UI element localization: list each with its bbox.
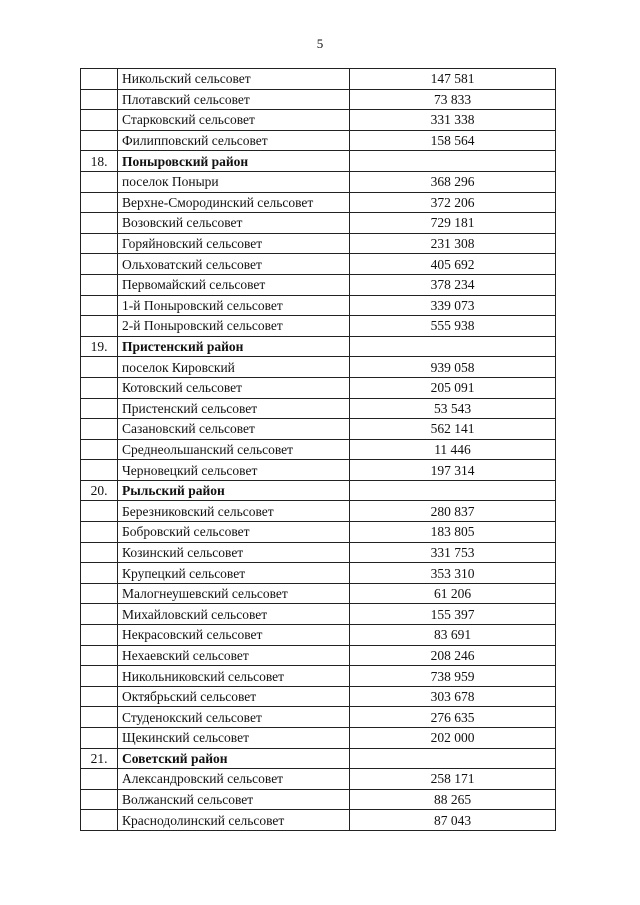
municipality-name-cell: Октябрьский сельсовет <box>118 686 350 707</box>
table-row <box>81 460 556 481</box>
table-row <box>81 542 556 563</box>
table-row <box>81 769 556 790</box>
table-row <box>81 89 556 110</box>
amount-cell: 405 692 <box>350 254 556 275</box>
row-number-cell <box>81 213 118 234</box>
page-number: 5 <box>316 36 324 51</box>
row-number-cell <box>81 522 118 543</box>
table-row <box>81 419 556 440</box>
table-row <box>81 563 556 584</box>
row-number-cell <box>81 789 118 810</box>
table-row <box>81 810 556 831</box>
amount-cell: 276 635 <box>350 707 556 728</box>
row-number-cell <box>81 110 118 131</box>
row-number-cell <box>81 419 118 440</box>
municipality-name-cell: Горяйновский сельсовет <box>118 233 350 254</box>
district-name-cell: Пристенский район <box>118 336 350 357</box>
table-row <box>81 274 556 295</box>
row-number-cell <box>81 810 118 831</box>
row-number-cell <box>81 439 118 460</box>
table-row <box>81 707 556 728</box>
amount-cell: 368 296 <box>350 171 556 192</box>
municipality-name-cell: Верхне-Смородинский сельсовет <box>118 192 350 213</box>
row-number-cell <box>81 686 118 707</box>
table-row <box>81 192 556 213</box>
amount-cell: 378 234 <box>350 274 556 295</box>
amount-cell: 353 310 <box>350 563 556 584</box>
row-number-cell <box>81 398 118 419</box>
district-header-row <box>81 480 556 501</box>
district-header-row <box>81 151 556 172</box>
amount-cell: 53 543 <box>350 398 556 419</box>
amount-cell: 372 206 <box>350 192 556 213</box>
municipality-name-cell: Первомайский сельсовет <box>118 274 350 295</box>
row-number-cell: 19. <box>81 336 118 357</box>
amount-cell: 155 397 <box>350 604 556 625</box>
municipality-name-cell: Волжанский сельсовет <box>118 789 350 810</box>
municipality-name-cell: Котовский сельсовет <box>118 377 350 398</box>
municipality-name-cell: 1-й Поныровский сельсовет <box>118 295 350 316</box>
table-row <box>81 377 556 398</box>
municipality-name-cell: Козинский сельсовет <box>118 542 350 563</box>
amount-cell <box>350 748 556 769</box>
municipality-name-cell: Некрасовский сельсовет <box>118 625 350 646</box>
row-number-cell <box>81 69 118 90</box>
district-name-cell: Поныровский район <box>118 151 350 172</box>
row-number-cell <box>81 130 118 151</box>
table-row <box>81 130 556 151</box>
amount-cell: 183 805 <box>350 522 556 543</box>
amount-cell: 11 446 <box>350 439 556 460</box>
amount-cell: 258 171 <box>350 769 556 790</box>
municipality-name-cell: Краснодолинский сельсовет <box>118 810 350 831</box>
row-number-cell <box>81 728 118 749</box>
row-number-cell <box>81 171 118 192</box>
municipality-name-cell: Сазановский сельсовет <box>118 419 350 440</box>
table-row <box>81 645 556 666</box>
table-row <box>81 171 556 192</box>
municipality-name-cell: Березниковский сельсовет <box>118 501 350 522</box>
municipality-name-cell: Нехаевский сельсовет <box>118 645 350 666</box>
amount-cell <box>350 480 556 501</box>
table-row <box>81 316 556 337</box>
row-number-cell: 20. <box>81 480 118 501</box>
table-row <box>81 439 556 460</box>
row-number-cell <box>81 501 118 522</box>
municipality-name-cell: Студенокский сельсовет <box>118 707 350 728</box>
amount-cell <box>350 336 556 357</box>
table-row <box>81 686 556 707</box>
row-number-cell <box>81 192 118 213</box>
municipality-name-cell: Никольский сельсовет <box>118 69 350 90</box>
table-row <box>81 625 556 646</box>
municipality-name-cell: Михайловский сельсовет <box>118 604 350 625</box>
amount-cell: 231 308 <box>350 233 556 254</box>
amount-cell: 303 678 <box>350 686 556 707</box>
municipality-name-cell: Возовский сельсовет <box>118 213 350 234</box>
district-name-cell: Советский район <box>118 748 350 769</box>
amount-cell: 83 691 <box>350 625 556 646</box>
amount-cell: 87 043 <box>350 810 556 831</box>
table-row <box>81 69 556 90</box>
table-row <box>81 522 556 543</box>
row-number-cell <box>81 707 118 728</box>
row-number-cell <box>81 274 118 295</box>
district-header-row <box>81 336 556 357</box>
amount-cell: 331 338 <box>350 110 556 131</box>
table-row <box>81 501 556 522</box>
table-row <box>81 295 556 316</box>
amount-cell: 939 058 <box>350 357 556 378</box>
row-number-cell <box>81 295 118 316</box>
table-row <box>81 357 556 378</box>
row-number-cell <box>81 460 118 481</box>
municipality-name-cell: Плотавский сельсовет <box>118 89 350 110</box>
municipality-name-cell: Филипповский сельсовет <box>118 130 350 151</box>
budget-table <box>80 68 556 831</box>
district-header-row <box>81 748 556 769</box>
municipality-name-cell: поселок Поныри <box>118 171 350 192</box>
amount-cell: 729 181 <box>350 213 556 234</box>
table-row <box>81 233 556 254</box>
amount-cell: 331 753 <box>350 542 556 563</box>
row-number-cell <box>81 625 118 646</box>
amount-cell <box>350 151 556 172</box>
table-row <box>81 254 556 275</box>
amount-cell: 280 837 <box>350 501 556 522</box>
row-number-cell: 18. <box>81 151 118 172</box>
row-number-cell <box>81 604 118 625</box>
amount-cell: 88 265 <box>350 789 556 810</box>
table-row <box>81 789 556 810</box>
table-row <box>81 583 556 604</box>
district-name-cell: Рыльский район <box>118 480 350 501</box>
row-number-cell: 21. <box>81 748 118 769</box>
municipality-name-cell: 2-й Поныровский сельсовет <box>118 316 350 337</box>
amount-cell: 197 314 <box>350 460 556 481</box>
amount-cell: 147 581 <box>350 69 556 90</box>
row-number-cell <box>81 769 118 790</box>
table-body <box>81 69 556 831</box>
row-number-cell <box>81 645 118 666</box>
municipality-name-cell: Щекинский сельсовет <box>118 728 350 749</box>
row-number-cell <box>81 583 118 604</box>
row-number-cell <box>81 357 118 378</box>
row-number-cell <box>81 254 118 275</box>
amount-cell: 555 938 <box>350 316 556 337</box>
amount-cell: 208 246 <box>350 645 556 666</box>
row-number-cell <box>81 233 118 254</box>
amount-cell: 339 073 <box>350 295 556 316</box>
amount-cell: 158 564 <box>350 130 556 151</box>
row-number-cell <box>81 89 118 110</box>
municipality-name-cell: Черновецкий сельсовет <box>118 460 350 481</box>
amount-cell: 205 091 <box>350 377 556 398</box>
municipality-name-cell: Малогнеушевский сельсовет <box>118 583 350 604</box>
municipality-name-cell: Старковский сельсовет <box>118 110 350 131</box>
table-row <box>81 110 556 131</box>
municipality-name-cell: Среднеольшанский сельсовет <box>118 439 350 460</box>
row-number-cell <box>81 563 118 584</box>
table-row <box>81 728 556 749</box>
table-row <box>81 666 556 687</box>
amount-cell: 202 000 <box>350 728 556 749</box>
table-row <box>81 213 556 234</box>
table-row <box>81 604 556 625</box>
amount-cell: 73 833 <box>350 89 556 110</box>
municipality-name-cell: поселок Кировский <box>118 357 350 378</box>
municipality-name-cell: Пристенский сельсовет <box>118 398 350 419</box>
row-number-cell <box>81 542 118 563</box>
table-row <box>81 398 556 419</box>
amount-cell: 562 141 <box>350 419 556 440</box>
row-number-cell <box>81 316 118 337</box>
municipality-name-cell: Александровский сельсовет <box>118 769 350 790</box>
row-number-cell <box>81 666 118 687</box>
row-number-cell <box>81 377 118 398</box>
municipality-name-cell: Никольниковский сельсовет <box>118 666 350 687</box>
municipality-name-cell: Ольховатский сельсовет <box>118 254 350 275</box>
municipality-name-cell: Крупецкий сельсовет <box>118 563 350 584</box>
amount-cell: 738 959 <box>350 666 556 687</box>
municipality-name-cell: Бобровский сельсовет <box>118 522 350 543</box>
amount-cell: 61 206 <box>350 583 556 604</box>
